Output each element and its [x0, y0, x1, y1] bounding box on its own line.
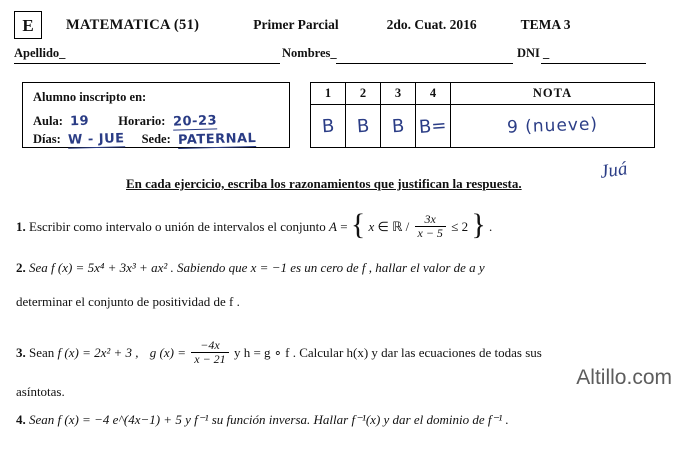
- exercise-3-tail: y h = g ∘ f . Calcular h(x) y dar las ecuaciones de todas sus: [233, 344, 542, 360]
- grade-table-body: [311, 105, 654, 147]
- exercise-3-number: 3.: [16, 344, 26, 360]
- exercise-1-text: Escribir como intervalo o unión de intervalos el conjunto: [29, 218, 326, 234]
- exercise-2-line-1: [16, 258, 688, 278]
- dni-label: DNI _: [517, 46, 550, 60]
- exercise-3-fraction: [191, 339, 228, 367]
- grade-mark-4: [416, 105, 451, 147]
- fraction-denominator: x − 21: [194, 352, 226, 367]
- exercise-3-sean: Sean: [29, 344, 55, 360]
- exam-term: 2do. Cuat. 2016: [386, 17, 477, 32]
- fraction-numerator: −4x: [191, 339, 228, 353]
- exam-type: Primer Parcial: [253, 17, 339, 32]
- subject-title: MATEMATICA (51): [66, 16, 200, 33]
- exercise-2-text-line1: Sea f (x) = 5x⁴ + 3x³ + ax² . Sabiendo que x = −1 es un cero de f , hallar el valor de a y: [29, 260, 485, 275]
- nota-value: 9 (nueve): [506, 114, 599, 138]
- exercise-4-number: 4.: [16, 412, 26, 427]
- dias-label: Días:: [33, 132, 61, 146]
- aula-value: 19: [69, 113, 90, 130]
- exercise-3-g: g (x) =: [149, 344, 186, 360]
- dias-value: W - JUE: [67, 131, 125, 148]
- grade-col-3: 3: [381, 83, 416, 104]
- sede-value: PATERNAL: [177, 130, 257, 149]
- enrollment-dias-row: [33, 132, 289, 150]
- horario-value: 20-23: [172, 113, 217, 130]
- apellido-label: Apellido_: [14, 46, 66, 60]
- nombres-label: Nombres_: [282, 46, 337, 60]
- grade-table: [310, 82, 655, 148]
- exercise-4-text: Sean f (x) = −4 e^(4x−1) + 5 y f⁻¹ su función inversa. Hallar f⁻¹(x) y dar el dominio de f⁻¹ .: [29, 412, 509, 427]
- exercise-3-f: f (x) = 2x² + 3 ,: [57, 344, 139, 360]
- grade-nota-header: NOTA: [532, 86, 573, 100]
- horario-label: Horario:: [118, 114, 166, 128]
- mark-value: B=: [418, 114, 448, 138]
- exercise-1-set-name: A: [329, 218, 337, 234]
- grade-col-1: 1: [311, 83, 346, 104]
- mark-value: B: [321, 115, 335, 137]
- exercise-1-period: .: [488, 218, 493, 234]
- exercise-1: 1. Escribir como intervalo o unión de intervalos el conjunto A = { x ∈ ℝ / $\frac{3x}{x - 5}$ ≤ 2 } .: [16, 207, 493, 241]
- sede-label: Sede:: [141, 132, 171, 146]
- grade-col-2: 2: [346, 83, 381, 104]
- exam-topic: TEMA 3: [520, 17, 571, 32]
- exercise-2-line-2: [16, 292, 688, 312]
- exercise-1-belongs: ∈: [377, 218, 389, 234]
- exam-header: [14, 10, 686, 40]
- aula-label: Aula:: [33, 114, 63, 128]
- exercise-1-equals: =: [340, 218, 348, 234]
- enrollment-aula-row: [33, 114, 289, 132]
- watermark: Altillo.com: [576, 366, 672, 389]
- mark-value: B: [391, 115, 405, 137]
- enrollment-box: [22, 82, 290, 148]
- exercise-1-fraction: [415, 213, 446, 241]
- exercise-1-number: 1.: [16, 218, 26, 234]
- apellido-rule: [14, 63, 280, 64]
- exercise-3-line-1: [16, 340, 688, 368]
- exercise-1-bound: 2: [461, 218, 469, 234]
- instruction-text: En cada ejercicio, escriba los razonamientos que justifican la respuesta.: [126, 176, 522, 191]
- exercise-2-number: 2.: [16, 260, 26, 275]
- exercise-1-relation: ≤: [451, 218, 459, 234]
- grade-col-4: 4: [416, 83, 451, 104]
- exercise-2-text-line2: determinar el conjunto de positividad de f .: [16, 293, 240, 309]
- grade-mark-3: [381, 105, 416, 147]
- enrollment-title: Alumno inscripto en:: [33, 90, 147, 104]
- grade-mark-1: [311, 105, 346, 147]
- grade-mark-2: [346, 105, 381, 147]
- dni-rule: [541, 63, 646, 64]
- mark-value: B: [356, 115, 370, 137]
- fraction-numerator: 3x: [415, 213, 446, 227]
- exercise-4: [16, 410, 688, 430]
- exam-code-box: E: [14, 11, 42, 39]
- grade-nota-value-cell: [451, 105, 654, 147]
- grade-table-header: [311, 83, 654, 105]
- exercise-1-domain: ℝ: [392, 218, 403, 234]
- exercise-1-var: x: [368, 218, 375, 234]
- exercise-2: [16, 258, 688, 311]
- student-name-line: [14, 46, 686, 66]
- nombres-rule: [336, 63, 513, 64]
- grader-signature: Juá: [598, 158, 629, 183]
- exercise-3-text-line2: asíntotas.: [16, 383, 65, 399]
- fraction-denominator: x − 5: [417, 226, 443, 241]
- exercise-1-slash: /: [405, 218, 410, 234]
